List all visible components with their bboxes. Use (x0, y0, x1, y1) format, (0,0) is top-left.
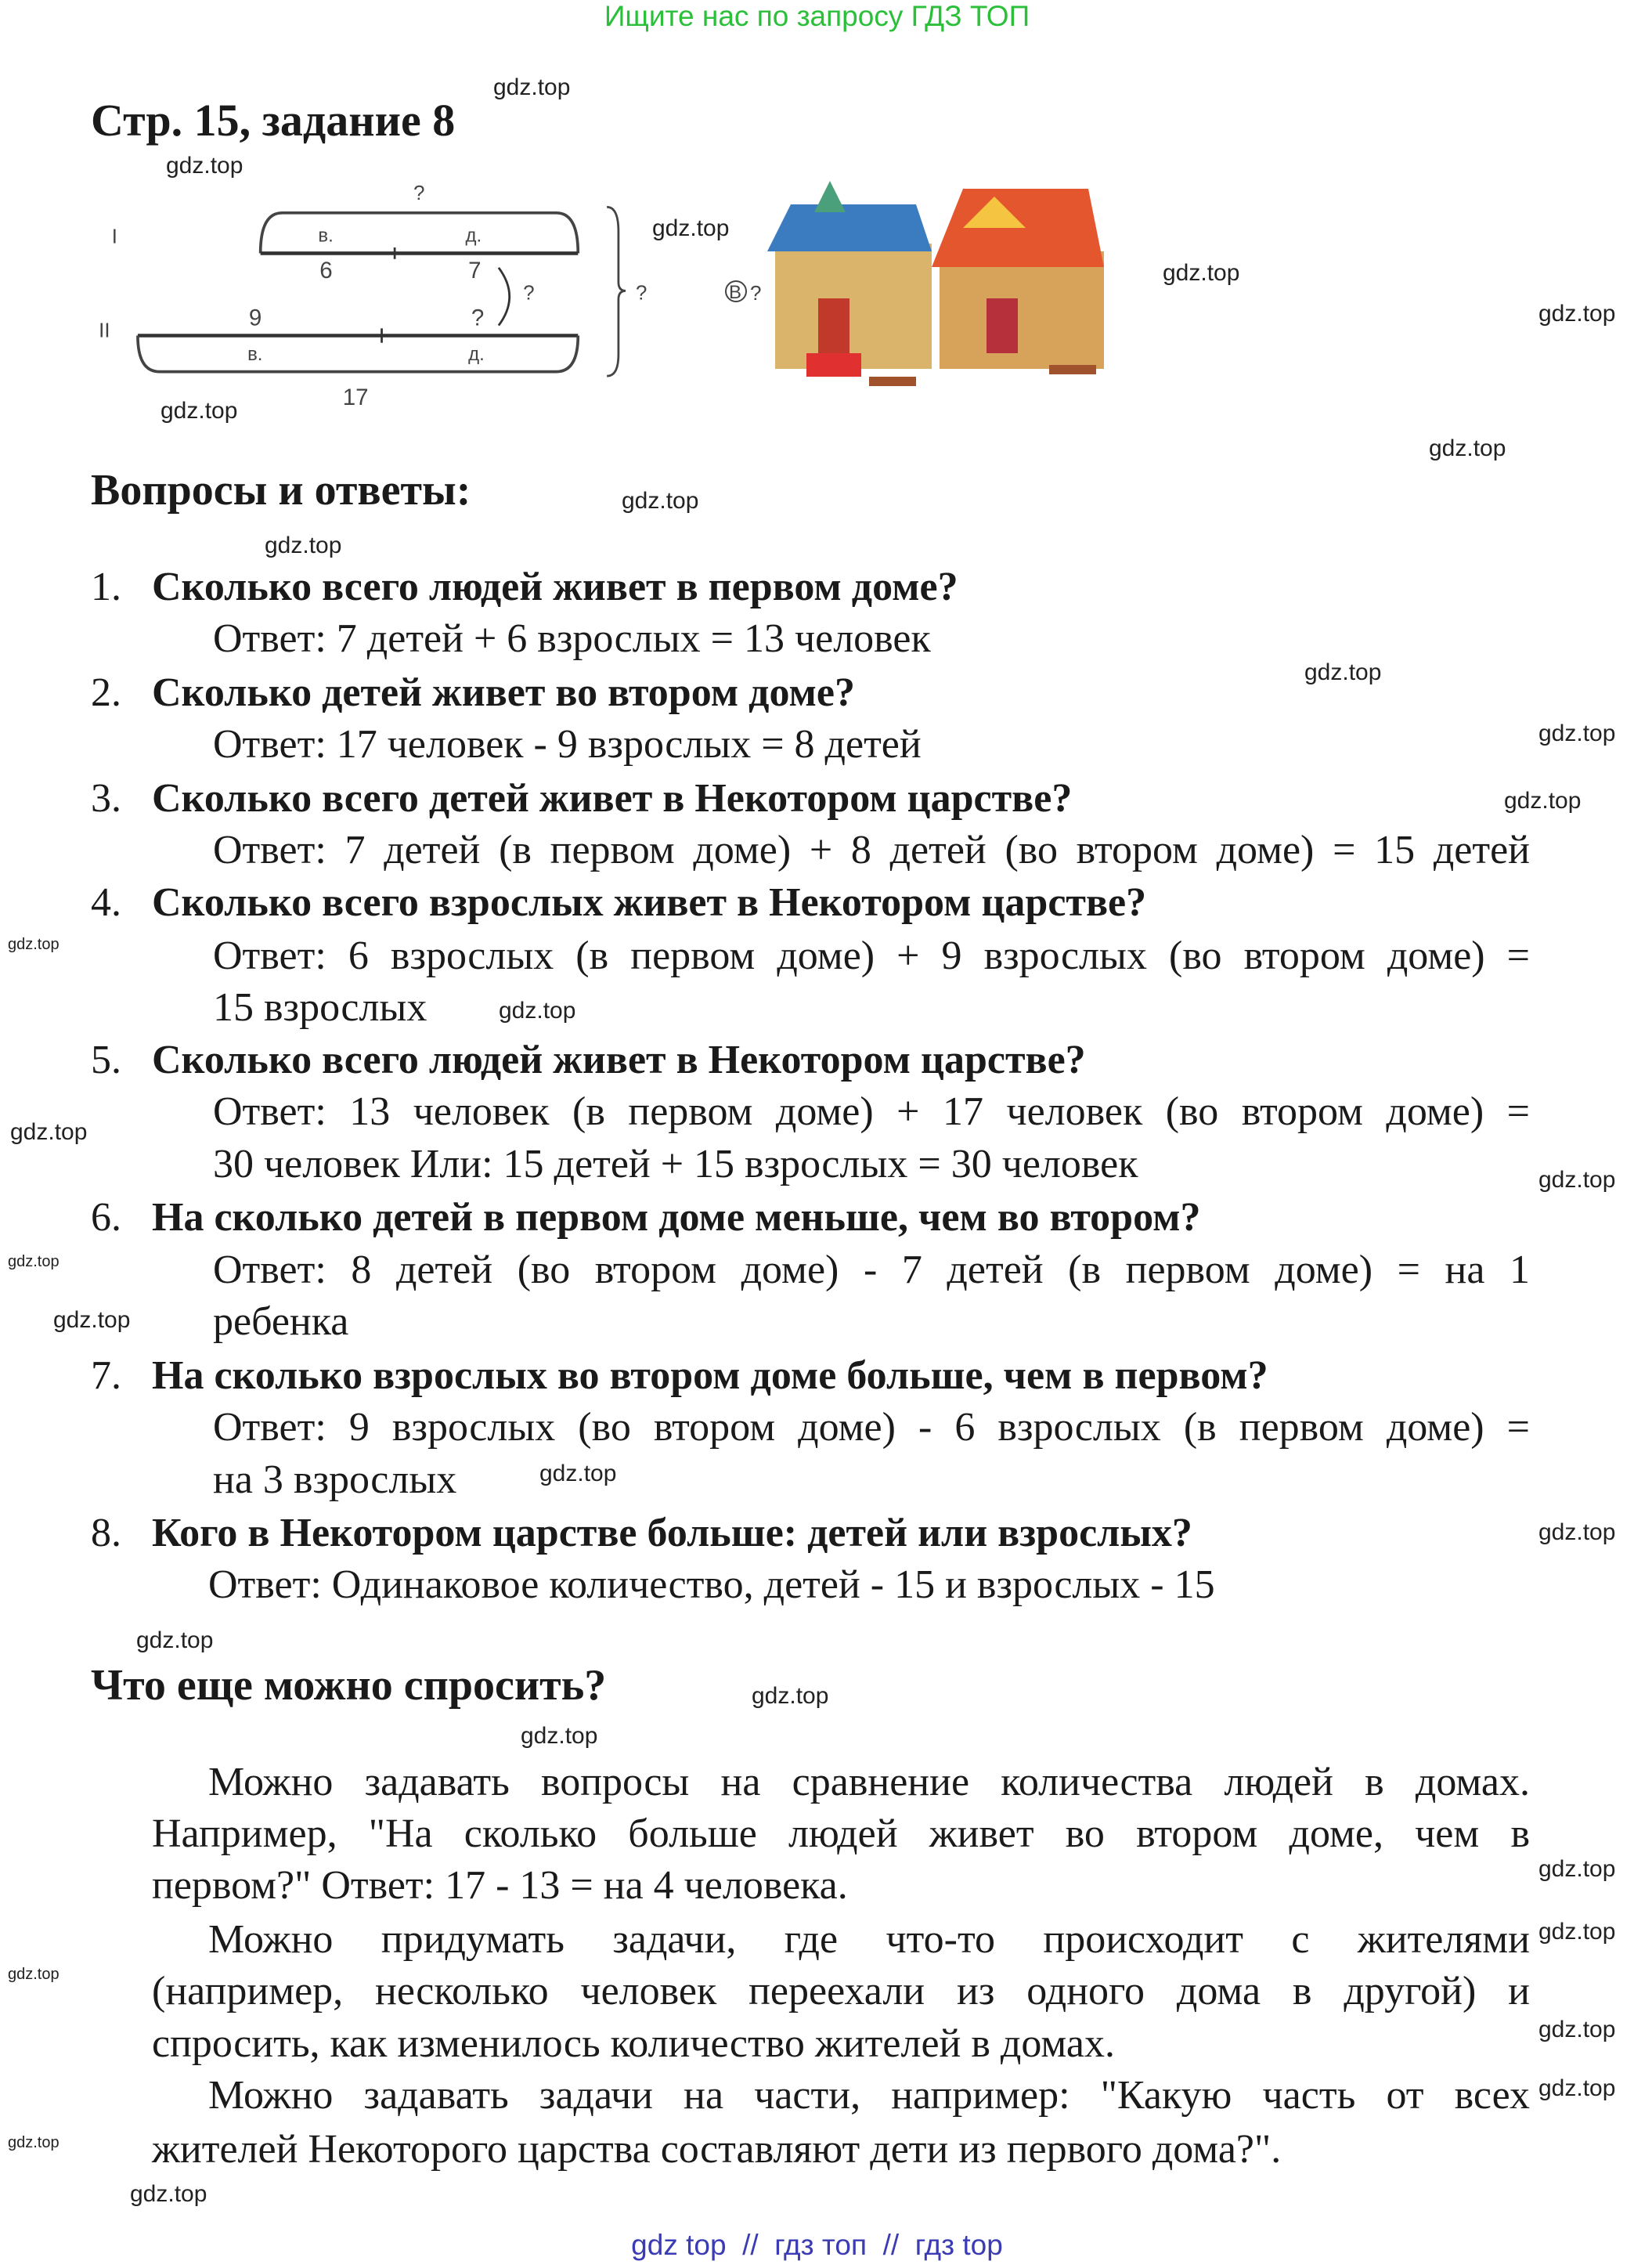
search-banner: Ищите нас по запросу ГДЗ ТОП (604, 0, 1030, 32)
answer-text: ребенка (213, 1299, 349, 1344)
watermark: gdz.top (521, 1723, 598, 1749)
watermark: gdz.top (1538, 2017, 1616, 2042)
watermark: gdz.top (1163, 260, 1240, 286)
houses-illustration (759, 181, 1113, 405)
segment-diagram (87, 174, 647, 410)
answer-text: Ответ: 9 взрослых (во втором доме) - 6 взрослых (в первом доме) = (213, 1405, 1530, 1450)
answer-text: Ответ: 17 человек - 9 взрослых = 8 детей (213, 722, 922, 767)
watermark: gdz.top (1538, 1919, 1616, 1945)
watermark: gdz.top (8, 2134, 60, 2151)
question-number: 8. (91, 1511, 121, 1555)
watermark: gdz.top (1538, 1856, 1616, 1882)
question-text: Сколько детей живет во втором доме? (152, 670, 855, 715)
paragraph-line: Можно придумать задачи, где что-то происходит с жителями (208, 1917, 1530, 1962)
compare-question: ? (750, 281, 762, 305)
answer-text: Ответ: 8 детей (во втором доме) - 7 детей (в первом доме) = на 1 (213, 1248, 1530, 1292)
watermark: gdz.top (652, 215, 730, 241)
question-text: На сколько детей в первом доме меньше, чем во втором? (152, 1195, 1201, 1240)
question-text: Сколько всего взрослых живет в Некотором царстве? (152, 880, 1147, 925)
total-question: ? (413, 182, 425, 205)
more-heading: Что еще можно спросить? (91, 1661, 607, 1710)
answer-text: Ответ: 6 взрослых (в первом доме) + 9 взрослых (во втором доме) = (213, 934, 1530, 978)
question-text: Кого в Некотором царстве больше: детей или взрослых? (152, 1511, 1192, 1555)
paragraph-line: Можно задавать задачи на части, например: "Какую часть от всех (208, 2073, 1530, 2118)
watermark: gdz.top (8, 1253, 60, 1270)
watermark: gdz.top (166, 153, 243, 179)
children-question: ? (471, 305, 485, 331)
watermark: gdz.top (493, 74, 571, 100)
paragraph-line: (например, несколько человек переехали из одного дома в другой) и (152, 1969, 1530, 2013)
watermark: gdz.top (1304, 659, 1382, 685)
answer-text: на 3 взрослых (213, 1457, 457, 1502)
paragraph-line: спросить, как изменилось количество жителей в домах. (152, 2021, 1115, 2066)
watermark: gdz.top (1538, 301, 1616, 327)
question-text: Сколько всего людей живет в первом доме? (152, 565, 958, 609)
qa-heading: Вопросы и ответы: (91, 466, 471, 515)
watermark: gdz.top (1538, 2075, 1616, 2101)
watermark: gdz.top (8, 936, 60, 953)
question-number: 3. (91, 776, 121, 821)
paragraph-line: Например, "На сколько больше людей живет во втором доме, чем в (152, 1811, 1530, 1856)
watermark: gdz.top (161, 398, 238, 424)
watermark: gdz.top (752, 1683, 829, 1709)
watermark: gdz.top (1538, 720, 1616, 746)
row-label-1: I (111, 226, 117, 248)
answer-text: Ответ: Одинаковое количество, детей - 15 и взрослых - 15 (208, 1562, 1215, 1607)
watermark: gdz.top (1538, 1519, 1616, 1545)
watermark: gdz.top (130, 2181, 207, 2207)
question-number: 1. (91, 565, 121, 609)
answer-text: Ответ: 13 человек (в первом доме) + 17 человек (во втором доме) = (213, 1089, 1530, 1134)
value-6: 6 (319, 257, 333, 284)
question-number: 2. (91, 670, 121, 715)
watermark: gdz.top (1538, 1167, 1616, 1193)
question-text: Сколько всего детей живет в Некотором царстве? (152, 776, 1073, 821)
watermark: gdz.top (1504, 788, 1582, 814)
adults-label: в. (318, 225, 334, 247)
watermark: gdz.top (539, 1461, 617, 1486)
answer-text: 30 человек Или: 15 детей + 15 взрослых = 30 человек (213, 1142, 1138, 1186)
adults-label-2: в. (247, 343, 263, 365)
watermark: gdz.top (8, 1966, 60, 1983)
watermark: gdz.top (136, 1627, 214, 1653)
question-number: 5. (91, 1038, 121, 1082)
paragraph-line: первом?" Ответ: 17 - 13 = на 4 человека. (152, 1863, 848, 1908)
question-number: 6. (91, 1195, 121, 1240)
watermark: gdz.top (1429, 435, 1506, 461)
question-number: 4. (91, 880, 121, 925)
children-label: д. (465, 225, 482, 247)
paragraph-line: Можно задавать вопросы на сравнение количества людей в домах. (208, 1760, 1530, 1804)
answer-text: Ответ: 7 детей (в первом доме) + 8 детей (во втором доме) = 15 детей (213, 828, 1530, 872)
watermark: gdz.top (622, 488, 699, 514)
footer-links[interactable]: gdz top // гдз топ // гдз top (631, 2229, 1003, 2261)
watermark: gdz.top (10, 1119, 88, 1145)
row-label-2: II (99, 320, 110, 342)
value-9: 9 (248, 305, 262, 331)
page-title: Стр. 15, задание 8 (91, 95, 456, 146)
watermark: gdz.top (53, 1307, 131, 1333)
brace-question: ? (636, 282, 647, 305)
answer-text: Ответ: 7 детей + 6 взрослых = 13 человек (213, 616, 931, 661)
paragraph-line: жителей Некоторого царства составляют дети из первого дома?". (152, 2127, 1282, 2172)
value-7: 7 (468, 257, 482, 284)
circle-b: В (729, 282, 742, 303)
watermark: gdz.top (499, 998, 576, 1024)
children-label-2: д. (468, 343, 485, 365)
question-number: 7. (91, 1353, 121, 1398)
watermark: gdz.top (265, 533, 342, 558)
diff-question: ? (523, 282, 535, 305)
question-text: Сколько всего людей живет в Некотором царстве? (152, 1038, 1086, 1082)
value-17: 17 (342, 385, 369, 410)
question-text: На сколько взрослых во втором доме больше, чем в первом? (152, 1353, 1268, 1398)
answer-text: 15 взрослых (213, 985, 427, 1030)
